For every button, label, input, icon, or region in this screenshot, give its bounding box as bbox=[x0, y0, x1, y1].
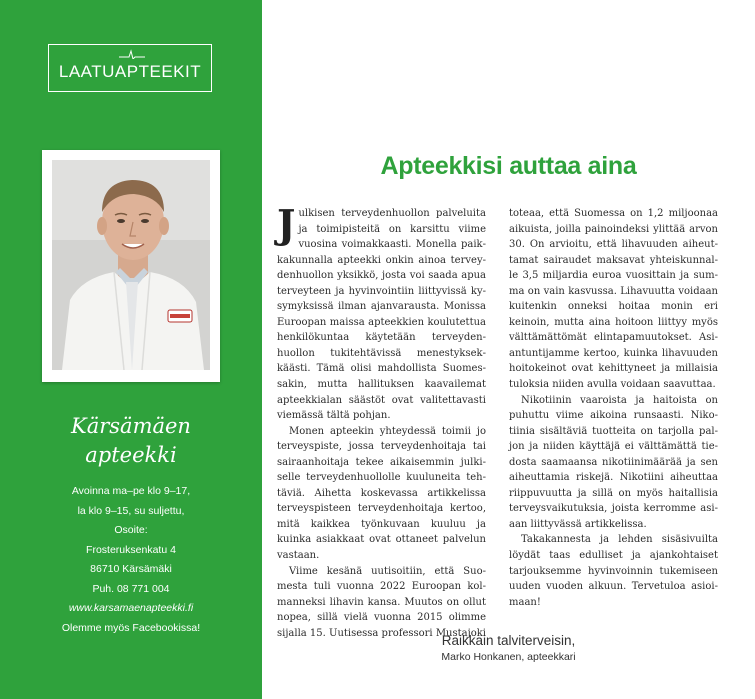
phone-number: Puh. 08 771 004 bbox=[92, 582, 170, 595]
article-column-right bbox=[509, 206, 718, 610]
paragraph: Nikotiinin vaaroista ja haitoista on puhuttu viime aikoina runsaasti. Nikotiinia sisältäviä tuotteita on tarjolla paljon ja niiden käyttäjä ei välttämättä tiedosta saamaansa nikotiinimäärää ja sen aiheuttamia riskejä. Nikotiini aiheuttaa riippuvuutta ja sillä on myös haitallisia terveysvaikutuksia, joista kerromme asiaan liittyvässä artikkelissa. bbox=[509, 394, 718, 530]
pharmacy-name-line-2: apteekki bbox=[85, 443, 177, 467]
article-column-left bbox=[277, 202, 486, 641]
greeting: Raikkain talviterveisin, bbox=[441, 633, 576, 648]
opening-hours-weekend: la klo 9–15, su suljettu, bbox=[77, 504, 185, 517]
article-headline: Apteekkisi auttaa aina bbox=[380, 152, 637, 180]
paragraph bbox=[277, 202, 486, 424]
pharmacy-name-line-1: Kärsämäen bbox=[71, 414, 191, 438]
paragraph: Viime kesänä uutisoitiin, että Suomesta tuli vuonna 2022 Euroopan kolmanneksi lihavin kansa. Muutos on ollut nopea, sillä vielä vuonna 2015 olimme sijalla 15. Uutisessa professori Mustajoki bbox=[277, 565, 486, 639]
pharmacist-portrait bbox=[52, 160, 210, 370]
website-link[interactable]: www.karsamaenapteekki.fi bbox=[68, 602, 194, 614]
logo-text: LAATUAPTEEKIT bbox=[58, 62, 202, 81]
portrait-frame bbox=[42, 150, 220, 382]
pulse-line-icon bbox=[119, 49, 145, 59]
paragraph-text: ulkisen terveydenhuollon palveluita ja toimipisteitä on karsittu viime vuosina voimakkaasti. Monella paikkakunnalla apteekki onkin ainoa terveydenhuollon yksikkö, josta voi saada apua terveyteen ja hyvinvointiin liittyvissä kysymyksissä ilman ajanvarausta. Monissa Euroopan maissa apteekkien koulutettua henkilökuntaa käytetään terveydenhuollon tukitehtävissä menestyksekkäästi. Tämä olisi mahdollista Suomessakin, mutta hallituksen kaavailemat apteekkialan säästöt ovat valitettavasti viemässä tältä pohjan. bbox=[277, 208, 486, 422]
paragraph: toteaa, että Suomessa on 1,2 miljoonaa aikuista, joilla painoindeksi ylittää arvon 30. On arvioitu, että lihavuuden aiheuttamat sairaudet maksavat yhteiskunnalle 3,5 miljardia euroa vuosittain ja summa on vain kasvussa. Lihavuutta voidaan kuitenkin onneksi hoitaa monin eri keinoin, mutta aina hoitoon liittyy myös välttämättömät elintapamuutokset. Asiantuntijamme kertoo, kuinka lihavuuden hoitokeinot ovat kehittyneet ja millaisia tuloksia niiden avulla voidaan saavuttaa. bbox=[509, 208, 718, 391]
contact-info bbox=[0, 482, 262, 638]
address-label: Osoite: bbox=[114, 524, 148, 536]
street-address: Frosteruksenkatu 4 bbox=[86, 543, 176, 556]
paragraph: Monen apteekin yhteydessä toimii jo terveyspiste, jossa terveydenhoitaja tai sairaanhoitaja tekee aikaisemmin julkiselle terveydenhuollolle kuuluneita tehtäviä. Aihetta koskevassa artikkelissa terveyspisteen terveydenhoitaja kertoo, mitä kaikkea työnkuvaan kuuluu ja kuinka asiakkaat ovat ottaneet palvelun vastaan. bbox=[277, 425, 486, 562]
sidebar bbox=[0, 0, 262, 699]
drop-cap: J bbox=[277, 202, 296, 248]
laatuapteekit-logo bbox=[48, 44, 212, 92]
postal-address: 86710 Kärsämäki bbox=[90, 563, 172, 575]
signer-name: Marko Honkanen, apteekkari bbox=[441, 651, 576, 663]
paragraph: Takakannesta ja lehden sisäsivuilta löydät taas edulliset ja ajankohtaiset tarjouksemme hyvinvoinnin tukemiseen uuden vuoden alkuun. Tervetuloa asioimaan! bbox=[509, 534, 718, 608]
facebook-note: Olemme myös Facebookissa! bbox=[61, 621, 201, 634]
signature bbox=[262, 632, 755, 665]
opening-hours-weekdays: Avoinna ma–pe klo 9–17, bbox=[71, 485, 191, 497]
pharmacy-name bbox=[0, 412, 262, 470]
